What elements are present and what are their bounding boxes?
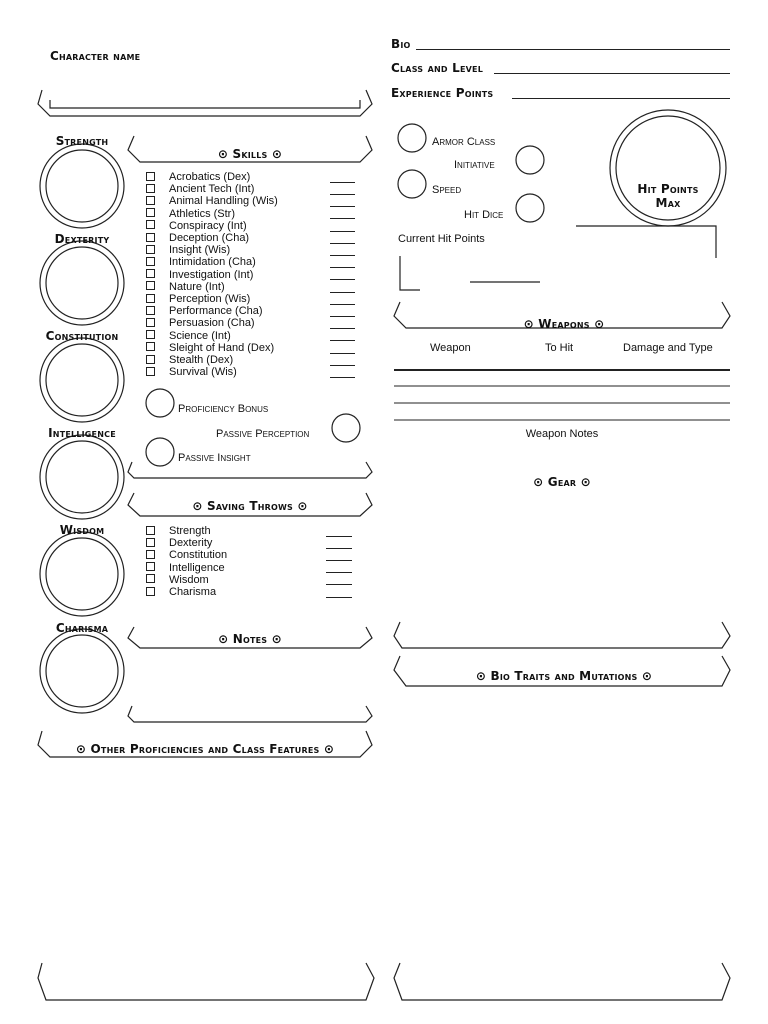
bio-field[interactable] <box>416 49 730 50</box>
skill-checkbox[interactable] <box>146 306 155 315</box>
bio-label: Bio <box>391 37 411 51</box>
skill-value-field[interactable] <box>330 182 355 183</box>
ability-charisma: Charisma <box>55 621 109 635</box>
save-checkbox[interactable] <box>146 538 155 547</box>
notes-header <box>140 632 360 646</box>
ornament-icon: ⊙ <box>475 669 487 683</box>
list-item: Insight (Wis) <box>146 244 230 256</box>
ability-wisdom: Wisdom <box>59 523 105 537</box>
skill-checkbox[interactable] <box>146 257 155 266</box>
skills-list <box>146 171 358 381</box>
list-item: Athletics (Str) <box>146 208 235 220</box>
experience-field[interactable] <box>512 98 730 99</box>
skill-value-field[interactable] <box>330 340 355 341</box>
list-item: Perception (Wis) <box>146 293 250 305</box>
list-item: Science (Int) <box>146 330 231 342</box>
ornament-icon: ⊙ <box>75 742 87 756</box>
list-item: Ancient Tech (Int) <box>146 183 254 195</box>
list-item: Constitution <box>146 549 227 561</box>
skill-checkbox[interactable] <box>146 196 155 205</box>
skill-value-field[interactable] <box>330 292 355 293</box>
save-value-field[interactable] <box>326 548 352 549</box>
skill-checkbox[interactable] <box>146 330 155 339</box>
list-item: Animal Handling (Wis) <box>146 195 278 207</box>
saving-throws-header <box>140 499 360 513</box>
damage-column-header: Damage and Type <box>623 342 713 354</box>
skill-value-field[interactable] <box>330 328 355 329</box>
list-item: Stealth (Dex) <box>146 354 233 366</box>
experience-label: Experience Points <box>391 86 494 100</box>
skill-value-field[interactable] <box>330 377 355 378</box>
save-value-field[interactable] <box>326 572 352 573</box>
save-value-field[interactable] <box>326 560 352 561</box>
list-item: Conspiracy (Int) <box>146 220 247 232</box>
ability-strength: Strength <box>55 134 109 148</box>
save-checkbox[interactable] <box>146 587 155 596</box>
ornament-icon: ⊙ <box>271 632 282 646</box>
skill-checkbox[interactable] <box>146 220 155 229</box>
ability-dexterity: Dexterity <box>54 232 110 246</box>
skill-value-field[interactable] <box>330 255 355 256</box>
ornament-icon: ⊙ <box>641 669 653 683</box>
skill-checkbox[interactable] <box>146 184 155 193</box>
list-item: Deception (Cha) <box>146 232 249 244</box>
ability-intelligence: Intelligence <box>48 426 116 440</box>
skill-value-field[interactable] <box>330 353 355 354</box>
skill-checkbox[interactable] <box>146 367 155 376</box>
skill-value-field[interactable] <box>330 231 355 232</box>
skill-checkbox[interactable] <box>146 172 155 181</box>
hit-points-label: Hit Points <box>637 182 699 196</box>
skill-checkbox[interactable] <box>146 342 155 351</box>
weapons-header <box>406 317 722 331</box>
weapons-title: Weapons <box>538 317 590 331</box>
armor-class-label: Armor Class <box>432 136 496 148</box>
bio-traits-header <box>406 669 722 683</box>
passive-perception-label: Passive Perception <box>216 428 310 440</box>
ability-constitution: Constitution <box>45 329 119 343</box>
ornament-icon: ⊙ <box>533 475 544 489</box>
save-value-field[interactable] <box>326 584 352 585</box>
ornament-icon: ⊙ <box>523 317 534 331</box>
skill-checkbox[interactable] <box>146 233 155 242</box>
to-hit-column-header: To Hit <box>545 342 574 354</box>
save-value-field[interactable] <box>326 536 352 537</box>
saving-throws-title: Saving Throws <box>207 499 293 513</box>
hit-points-max-label: Max <box>655 196 681 210</box>
list-item: Performance (Cha) <box>146 305 263 317</box>
skill-value-field[interactable] <box>330 279 355 280</box>
skill-value-field[interactable] <box>330 365 355 366</box>
list-item: Intelligence <box>146 562 225 574</box>
list-item: Strength <box>146 525 211 537</box>
skill-value-field[interactable] <box>330 206 355 207</box>
save-checkbox[interactable] <box>146 562 155 571</box>
skill-checkbox[interactable] <box>146 208 155 217</box>
skill-value-field[interactable] <box>330 218 355 219</box>
skill-checkbox[interactable] <box>146 245 155 254</box>
ornament-icon: ⊙ <box>297 499 308 513</box>
ornament-icon: ⊙ <box>192 499 203 513</box>
ornament-icon: ⊙ <box>271 147 283 161</box>
character-name-label: Character name <box>50 49 141 63</box>
other-proficiencies-header <box>50 742 360 756</box>
skills-title: Skills <box>232 147 268 161</box>
ornament-icon: ⊙ <box>323 742 335 756</box>
list-item: Investigation (Int) <box>146 269 253 281</box>
hit-dice-label: Hit Dice <box>464 209 504 221</box>
gear-header <box>394 475 730 489</box>
skill-checkbox[interactable] <box>146 269 155 278</box>
proficiency-bonus-label: Proficiency Bonus <box>178 403 269 415</box>
save-checkbox[interactable] <box>146 550 155 559</box>
notes-title: Notes <box>232 632 268 646</box>
save-checkbox[interactable] <box>146 526 155 535</box>
list-item: Intimidation (Cha) <box>146 256 256 268</box>
skill-value-field[interactable] <box>330 316 355 317</box>
class-level-field[interactable] <box>494 73 730 74</box>
skill-checkbox[interactable] <box>146 281 155 290</box>
list-item: Dexterity <box>146 537 212 549</box>
list-item: Charisma <box>146 586 216 598</box>
passive-insight-label: Passive Insight <box>178 452 251 464</box>
save-value-field[interactable] <box>326 597 352 598</box>
ornament-icon: ⊙ <box>594 317 605 331</box>
skills-header <box>140 147 360 161</box>
other-proficiencies-title: Other Proficiencies and Class Features <box>90 742 320 756</box>
skill-checkbox[interactable] <box>146 294 155 303</box>
save-checkbox[interactable] <box>146 574 155 583</box>
gear-title: Gear <box>547 475 577 489</box>
ornament-icon: ⊙ <box>580 475 591 489</box>
list-item: Persuasion (Cha) <box>146 317 255 329</box>
list-item: Survival (Wis) <box>146 366 237 378</box>
speed-label: Speed <box>432 184 462 196</box>
ornament-icon: ⊙ <box>217 147 229 161</box>
bio-traits-title: Bio Traits and Mutations <box>490 669 638 683</box>
skill-checkbox[interactable] <box>146 355 155 364</box>
list-item: Nature (Int) <box>146 281 225 293</box>
weapon-column-header: Weapon <box>430 342 471 354</box>
skill-checkbox[interactable] <box>146 318 155 327</box>
list-item: Acrobatics (Dex) <box>146 171 250 183</box>
skill-value-field[interactable] <box>330 243 355 244</box>
current-hit-points-label: Current Hit Points <box>398 233 485 245</box>
class-level-label: Class and Level <box>391 61 484 75</box>
list-item: Sleight of Hand (Dex) <box>146 342 274 354</box>
ornament-icon: ⊙ <box>218 632 229 646</box>
skill-value-field[interactable] <box>330 304 355 305</box>
list-item: Wisdom <box>146 574 209 586</box>
initiative-label: Initiative <box>454 159 495 171</box>
skill-value-field[interactable] <box>330 194 355 195</box>
weapon-notes-label: Weapon Notes <box>525 428 599 440</box>
skill-value-field[interactable] <box>330 267 355 268</box>
